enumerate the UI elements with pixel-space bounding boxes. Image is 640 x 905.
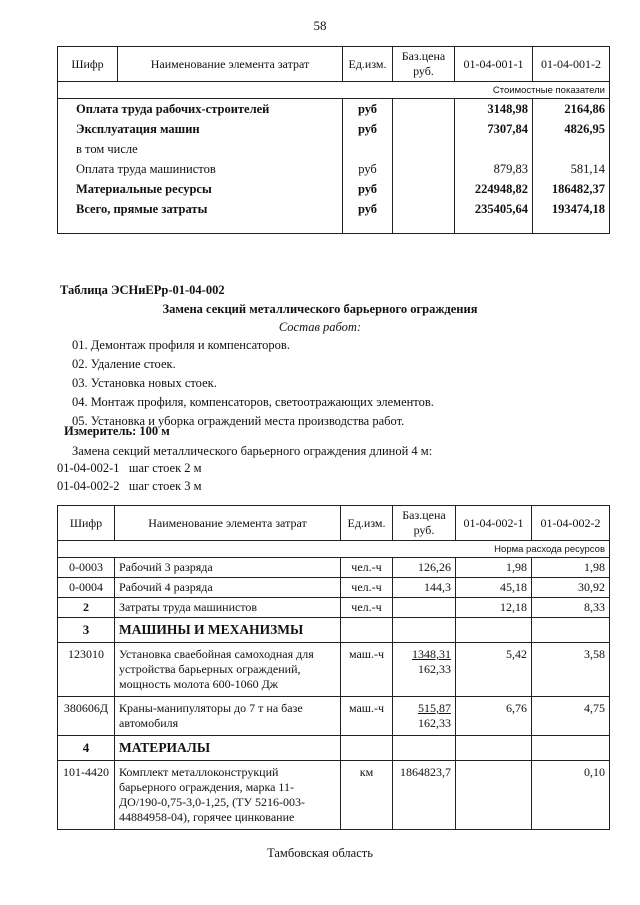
footer-region: Тамбовская область bbox=[267, 846, 373, 860]
header-code: Шифр bbox=[58, 506, 115, 541]
row-code: 380606Д bbox=[58, 697, 115, 736]
header-unit: Ед.изм. bbox=[343, 47, 393, 82]
row-unit: руб bbox=[343, 199, 393, 219]
row-price bbox=[393, 598, 456, 618]
header-base-price: Баз.цена руб. bbox=[393, 47, 455, 82]
header-unit: Ед.изм. bbox=[341, 506, 393, 541]
row-name: Краны-манипуляторы до 7 т на базе автомобиля bbox=[115, 697, 341, 736]
table-header-row bbox=[58, 47, 610, 82]
table-row bbox=[58, 598, 610, 618]
subheader-label: Норма расхода ресурсов bbox=[58, 541, 610, 558]
row-price: 1864823,7 bbox=[393, 761, 456, 830]
row-unit: км bbox=[341, 761, 393, 830]
table-row bbox=[58, 643, 610, 697]
table-row bbox=[58, 159, 610, 179]
row-value-2: 2164,86 bbox=[533, 99, 610, 120]
row-value-1: 6,76 bbox=[456, 697, 532, 736]
row-unit: руб bbox=[343, 119, 393, 139]
row-code: 4 bbox=[58, 736, 115, 761]
row-value-2: 4,75 bbox=[532, 697, 610, 736]
table-row bbox=[58, 139, 610, 159]
table-row bbox=[58, 119, 610, 139]
row-value-2: 0,10 bbox=[532, 761, 610, 830]
row-name: Оплата труда рабочих-строителей bbox=[76, 101, 270, 116]
row-name: Всего, прямые затраты bbox=[76, 201, 208, 216]
measure-label: Измеритель: 100 м bbox=[64, 424, 170, 438]
row-value-2: 3,58 bbox=[532, 643, 610, 697]
header-variant-1: 01-04-001-1 bbox=[455, 47, 533, 82]
row-value-1 bbox=[456, 761, 532, 830]
variant-code: 01-04-002-2 bbox=[57, 479, 120, 493]
row-value-2: 193474,18 bbox=[533, 199, 610, 219]
row-value-1: 3148,98 bbox=[455, 99, 533, 120]
row-price bbox=[393, 643, 456, 697]
row-unit bbox=[343, 139, 393, 159]
subheader-row bbox=[58, 541, 610, 558]
row-price: 126,26 bbox=[393, 558, 456, 578]
row-value-1: 45,18 bbox=[456, 578, 532, 598]
row-value-2 bbox=[533, 139, 610, 159]
variant-code: 01-04-002-1 bbox=[57, 461, 120, 475]
work-item: 02. Удаление стоек. bbox=[72, 357, 176, 371]
row-value-2: 8,33 bbox=[532, 598, 610, 618]
price-top: 1348,31 bbox=[412, 647, 451, 661]
row-name: в том числе bbox=[76, 141, 138, 156]
table-filler-row bbox=[58, 219, 610, 234]
header-name: Наименование элемента затрат bbox=[115, 506, 341, 541]
work-item: 04. Монтаж профиля, компенсаторов, светоотражающих элементов. bbox=[72, 395, 434, 409]
resource-norms-table bbox=[57, 505, 610, 830]
header-code: Шифр bbox=[58, 47, 118, 82]
table-row bbox=[58, 199, 610, 219]
row-value-1: 5,42 bbox=[456, 643, 532, 697]
row-code: 3 bbox=[58, 618, 115, 643]
row-value-1 bbox=[455, 139, 533, 159]
price-bottom: 162,33 bbox=[418, 662, 451, 676]
subheader-label: Стоимостные показатели bbox=[58, 82, 610, 99]
row-unit: маш.-ч bbox=[341, 643, 393, 697]
price-top: 515,87 bbox=[418, 701, 451, 715]
row-value-2: 4826,95 bbox=[533, 119, 610, 139]
row-code: 0-0003 bbox=[58, 558, 115, 578]
row-code: 123010 bbox=[58, 643, 115, 697]
description: Замена секций металлического барьерного ограждения длиной 4 м: bbox=[72, 444, 433, 458]
work-item: 01. Демонтаж профиля и компенсаторов. bbox=[72, 338, 290, 352]
row-value-2: 186482,37 bbox=[533, 179, 610, 199]
variant-text: шаг стоек 2 м bbox=[128, 461, 202, 475]
row-price bbox=[393, 139, 455, 159]
row-unit: чел.-ч bbox=[341, 598, 393, 618]
table-row bbox=[58, 558, 610, 578]
row-unit: руб bbox=[343, 179, 393, 199]
row-unit: руб bbox=[343, 99, 393, 120]
row-price bbox=[393, 179, 455, 199]
row-value-2: 1,98 bbox=[532, 558, 610, 578]
table-row bbox=[58, 761, 610, 830]
header-variant-2: 01-04-002-2 bbox=[532, 506, 610, 541]
page-number: 58 bbox=[313, 18, 327, 33]
row-name: МАТЕРИАЛЫ bbox=[115, 736, 341, 761]
row-value-1: 224948,82 bbox=[455, 179, 533, 199]
table-label: Таблица ЭСНиЕРр-01-04-002 bbox=[60, 283, 225, 297]
variant-2 bbox=[57, 479, 202, 494]
cost-indicators-table bbox=[57, 46, 610, 234]
row-value-1: 235405,64 bbox=[455, 199, 533, 219]
row-name: Затраты труда машинистов bbox=[115, 598, 341, 618]
table-header-row bbox=[58, 506, 610, 541]
row-unit: чел.-ч bbox=[341, 558, 393, 578]
row-name: Материальные ресурсы bbox=[76, 181, 212, 196]
section-row bbox=[58, 618, 610, 643]
row-name: МАШИНЫ И МЕХАНИЗМЫ bbox=[115, 618, 341, 643]
row-code: 0-0004 bbox=[58, 578, 115, 598]
row-name: Эксплуатация машин bbox=[76, 121, 200, 136]
table-row bbox=[58, 578, 610, 598]
work-item: 05. Установка и уборка ограждений места производства работ. bbox=[72, 414, 405, 428]
row-price bbox=[393, 199, 455, 219]
price-bottom: 162,33 bbox=[418, 716, 451, 730]
work-item: 03. Установка новых стоек. bbox=[72, 376, 217, 390]
row-name: Комплект металлоконструкций барьерного ограждения, марка 11-ДО/190-0,75-3,0-1,25, (ТУ 5216-003-44884958-04), горячее цинкование bbox=[115, 761, 341, 830]
row-unit: руб bbox=[343, 159, 393, 179]
header-variant-1: 01-04-002-1 bbox=[456, 506, 532, 541]
row-value-2: 30,92 bbox=[532, 578, 610, 598]
table-row bbox=[58, 99, 610, 120]
row-value-1: 12,18 bbox=[456, 598, 532, 618]
row-price: 144,3 bbox=[393, 578, 456, 598]
table-row bbox=[58, 697, 610, 736]
row-price bbox=[393, 119, 455, 139]
variant-1 bbox=[57, 461, 202, 476]
row-code: 101-4420 bbox=[58, 761, 115, 830]
row-price bbox=[393, 99, 455, 120]
row-value-1: 1,98 bbox=[456, 558, 532, 578]
row-value-1: 879,83 bbox=[455, 159, 533, 179]
row-name: Рабочий 3 разряда bbox=[115, 558, 341, 578]
header-name: Наименование элемента затрат bbox=[118, 47, 343, 82]
row-unit: чел.-ч bbox=[341, 578, 393, 598]
row-code: 2 bbox=[58, 598, 115, 618]
row-value-1: 7307,84 bbox=[455, 119, 533, 139]
header-variant-2: 01-04-001-2 bbox=[533, 47, 610, 82]
section-title: Замена секций металлического барьерного ограждения bbox=[162, 302, 478, 316]
row-unit: маш.-ч bbox=[341, 697, 393, 736]
work-header: Состав работ: bbox=[278, 320, 362, 334]
header-base-price: Баз.цена руб. bbox=[393, 506, 456, 541]
row-name: Установка сваебойная самоходная для устройства барьерных ограждений, мощность молота 600-1060 Дж bbox=[115, 643, 341, 697]
variant-text: шаг стоек 3 м bbox=[128, 479, 202, 493]
table-row bbox=[58, 179, 610, 199]
row-name: Оплата труда машинистов bbox=[76, 161, 216, 176]
row-value-2: 581,14 bbox=[533, 159, 610, 179]
row-name: Рабочий 4 разряда bbox=[115, 578, 341, 598]
subheader-row bbox=[58, 82, 610, 99]
row-price bbox=[393, 697, 456, 736]
section-row bbox=[58, 736, 610, 761]
row-price bbox=[393, 159, 455, 179]
